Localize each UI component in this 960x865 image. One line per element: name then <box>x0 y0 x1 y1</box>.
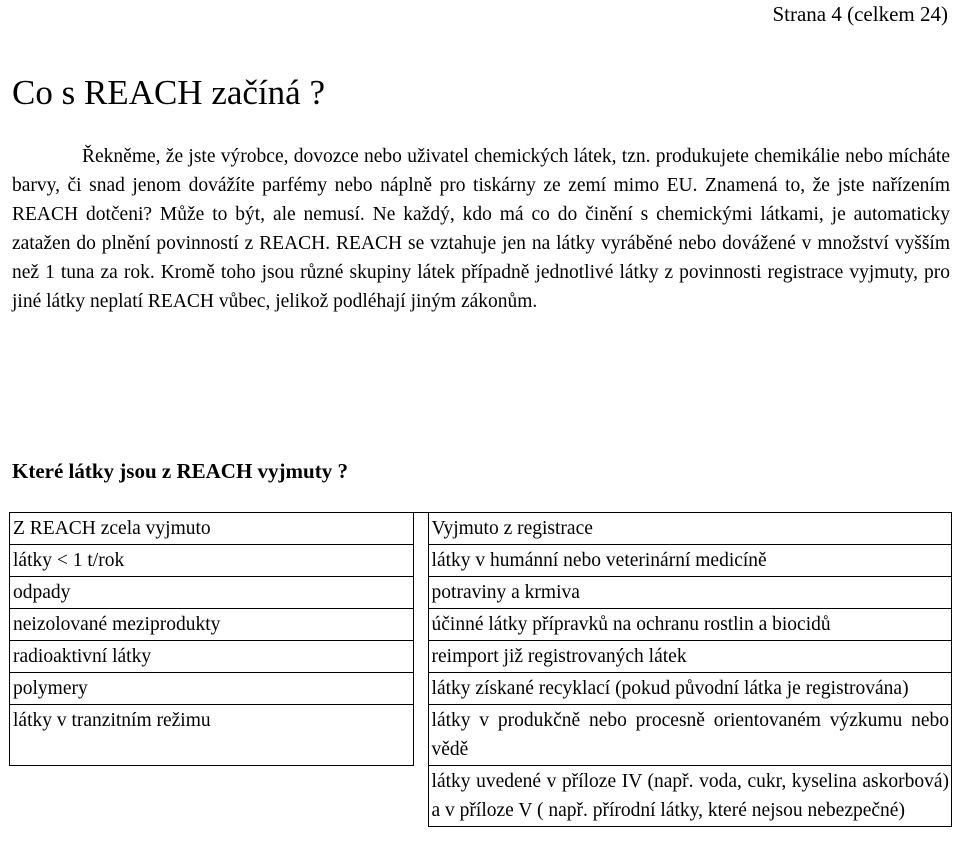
section-subheading: Které látky jsou z REACH vyjmuty ? <box>12 459 348 483</box>
fully-exempt-cell: neizolované meziprodukty <box>10 609 414 641</box>
table-row <box>10 766 952 827</box>
table-row <box>10 673 952 705</box>
intro-paragraph-block <box>12 142 950 316</box>
table-row <box>10 705 952 766</box>
registration-exempt-cell: reimport již registrovaných látek <box>428 641 951 673</box>
exemptions-table <box>9 512 952 827</box>
fully-exempt-cell: odpady <box>10 577 414 609</box>
table-row <box>10 641 952 673</box>
table-header-row <box>10 513 952 545</box>
intro-paragraph: Řekněme, že jste výrobce, dovozce nebo uživatel chemických látek, tzn. produkujete chemikálie nebo mícháte barvy, či snad jenom dovážíte parfémy nebo náplně pro tiskárny ze zemí mimo EU. Znamená to, že jste nařízením REACH dotčeni? Může to být, ale nemusí. Ne každý, kdo má co do činění s chemickými látkami, je automaticky zatažen do plnění povinností z REACH. REACH se vztahuje jen na látky vyráběné nebo dovážené v množství vyšším než 1 tuna za rok. Kromě toho jsou různé skupiny látek případně jednotlivé látky z povinnosti registrace vyjmuty, pro jiné látky neplatí REACH vůbec, jelikož podléhají jiným zákonům. <box>12 146 950 312</box>
fully-exempt-cell: polymery <box>10 673 414 705</box>
page-heading: Co s REACH začíná ? <box>12 73 325 112</box>
fully-exempt-cell: látky < 1 t/rok <box>10 545 414 577</box>
registration-exempt-header: Vyjmuto z registrace <box>428 513 951 545</box>
table-row <box>10 577 952 609</box>
registration-exempt-cell: látky v humánní nebo veterinární medicíně <box>428 545 951 577</box>
table-row <box>10 609 952 641</box>
registration-exempt-cell: potraviny a krmiva <box>428 577 951 609</box>
table-row <box>10 545 952 577</box>
registration-exempt-cell: látky uvedené v příloze IV (např. voda, cukr, kyselina askorbová) a v příloze V ( např. přírodní látky, které nejsou nebezpečné) <box>428 766 951 827</box>
registration-exempt-cell: látky v produkčně nebo procesně orientovaném výzkumu nebo vědě <box>428 705 951 766</box>
fully-exempt-cell <box>10 766 414 827</box>
page-number: Strana 4 (celkem 24) <box>772 2 948 26</box>
fully-exempt-cell: látky v tranzitním režimu <box>10 705 414 766</box>
fully-exempt-cell: radioaktivní látky <box>10 641 414 673</box>
registration-exempt-cell: látky získané recyklací (pokud původní látka je registrována) <box>428 673 951 705</box>
registration-exempt-cell: účinné látky přípravků na ochranu rostlin a biocidů <box>428 609 951 641</box>
fully-exempt-header: Z REACH zcela vyjmuto <box>10 513 414 545</box>
